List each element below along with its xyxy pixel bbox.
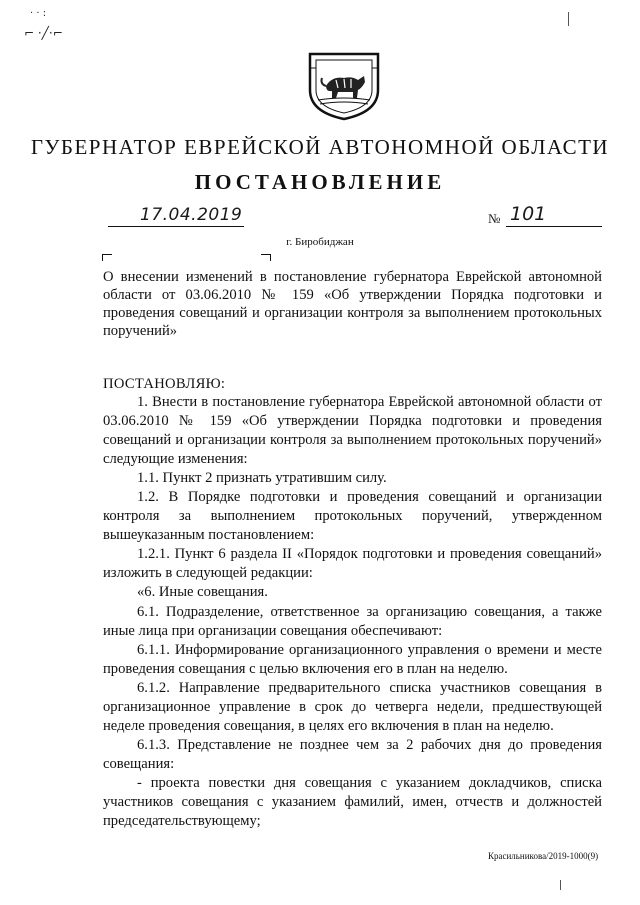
document-title: ПОСТАНОВЛЕНИЕ (194, 170, 446, 194)
paragraph-6-1-2: 6.1.2. Направление предварительного списка участников совещания в организационное управление в срок до четверга недели, предшествующей неделе проведения совещания, в целях его включения в план на неделю. (103, 679, 602, 734)
document-subject: О внесении изменений в постановление губернатора Еврейской автономной области от 03.06.2010 № 159 «Об утверждении Порядка подготовки и проведения совещаний и организации контроля за выполнением протокольных поручений» (103, 269, 602, 339)
city-label: г. Биробиджан (286, 236, 354, 248)
paragraph-6-1-1: 6.1.1. Информирование организационного управления о времени и месте проведения совещания с целью включения его в план на неделю. (103, 641, 602, 677)
date-underline (108, 226, 244, 227)
paragraph-6-1-3: 6.1.3. Представление не позднее чем за 2 рабочих дня до проведения совещания: (103, 736, 602, 772)
subject-bracket-right (261, 254, 271, 261)
paragraph-6-1: 6.1. Подразделение, ответственное за организацию совещания, а также иные лица при организации совещания обеспечивают: (103, 603, 602, 639)
number-underline (506, 226, 602, 227)
resolve-heading: ПОСТАНОВЛЯЮ: (103, 376, 226, 392)
paragraph-1-1: 1.1. Пункт 2 признать утратившим силу. (137, 470, 387, 487)
scan-artifact-tick: ⌐ ·╱·⌐ (24, 26, 63, 40)
paragraph-1: 1. Внести в постановление губернатора Еврейской автономной области от 03.06.2010 № 159 «Об утверждении Порядка подготовки и проведения совещаний и организации контроля за выполнением протокольных поручений» следующие изменения: (103, 394, 602, 468)
coat-of-arms-tiger-icon (302, 46, 386, 122)
paragraph-1-2: 1.2. В Порядке подготовки и проведения совещаний и организации контроля за выполнением протокольных поручений, утвержденном вышеуказанным постановлением: (103, 489, 602, 544)
number-sign: № (488, 211, 501, 226)
paragraph-6: «6. Иные совещания. (137, 584, 268, 601)
scan-artifact-line (568, 12, 569, 26)
footer-document-code: Красильникова/2019-1000(9) (488, 851, 599, 861)
scan-artifact-bottom-line (560, 880, 561, 890)
subject-bracket-left (102, 254, 112, 261)
document-body (103, 393, 602, 831)
paragraph-1-2-1: 1.2.1. Пункт 6 раздела II «Порядок подготовки и проведения совещаний» изложить в следующей редакции: (103, 546, 602, 582)
paragraph-agenda-item: - проекта повестки дня совещания с указанием докладчиков, списка участников совещания с указанием фамилий, имен, отчеств и должностей председательствующему; (103, 774, 602, 830)
document-number: 101 (510, 203, 547, 225)
governor-heading: ГУБЕРНАТОР ЕВРЕЙСКОЙ АВТОНОМНОЙ ОБЛАСТИ (30, 135, 610, 159)
document-date: 17.04.2019 (140, 205, 243, 225)
scan-artifact-dots: · · : (30, 8, 47, 19)
